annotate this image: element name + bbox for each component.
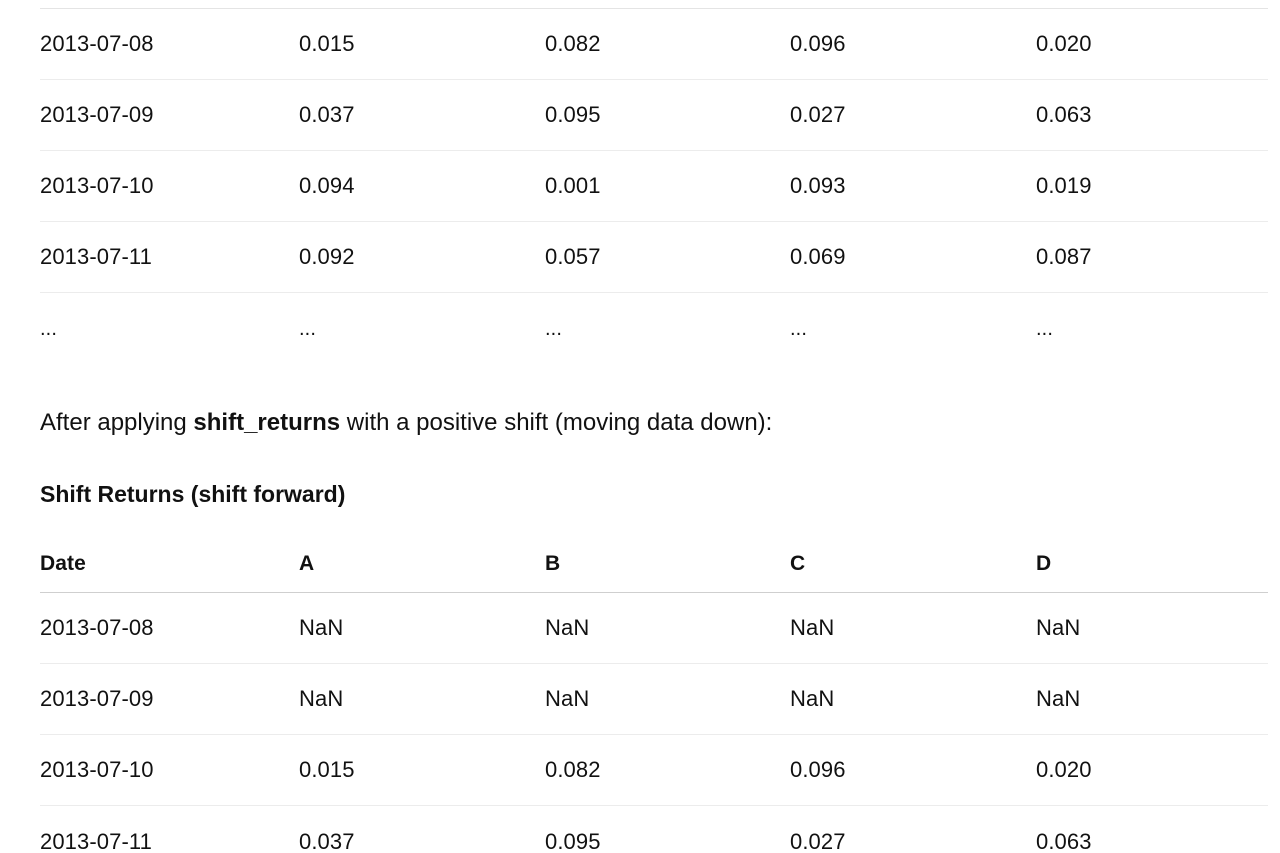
value-cell-d: 0.020 [1036,31,1092,56]
date-cell: 2013-07-11 [40,828,152,853]
value-cell-a: 0.015 [299,757,355,782]
ellipsis-cell: ... [545,317,562,340]
value-cell-a: NaN [299,686,344,711]
value-cell-c: 0.027 [790,102,846,127]
value-cell-c: 0.069 [790,244,846,269]
value-cell-d: 0.087 [1036,244,1092,269]
table-row-ellipsis [40,293,1268,365]
value-cell-a: NaN [299,615,344,640]
value-cell-b: NaN [545,686,590,711]
value-cell-d: NaN [1036,615,1081,640]
table-row [40,80,1268,151]
value-cell-c: 0.027 [790,828,846,853]
header-date: Date [40,552,86,575]
date-cell: 2013-07-08 [40,615,154,640]
value-cell-d: 0.019 [1036,173,1092,198]
value-cell-b: NaN [545,615,590,640]
value-cell-b: 0.082 [545,757,601,782]
ellipsis-cell: ... [299,317,316,340]
ellipsis-cell: ... [40,317,57,340]
value-cell-d: 0.063 [1036,828,1092,853]
value-cell-d: NaN [1036,686,1081,711]
value-cell-d: 0.063 [1036,102,1092,127]
paragraph-suffix: with a positive shift (moving data down): [340,409,773,436]
function-name: shift_returns [193,409,341,436]
value-cell-b: 0.095 [545,828,601,853]
table-row [40,151,1268,222]
value-cell-a: 0.015 [299,31,355,56]
table-title: Shift Returns (shift forward) [40,481,346,507]
header-b: B [545,552,561,575]
description-paragraph [40,406,772,440]
header-c: C [790,552,806,575]
date-cell: 2013-07-10 [40,757,154,782]
value-cell-d: 0.020 [1036,757,1092,782]
ellipsis-cell: ... [1036,317,1053,340]
table-row [40,9,1268,80]
table-header-row [40,536,1268,593]
value-cell-c: NaN [790,686,835,711]
date-cell: 2013-07-10 [40,173,154,198]
table-row [40,222,1268,293]
shifted-returns-table [40,536,1268,853]
value-cell-c: 0.093 [790,173,846,198]
value-cell-a: 0.092 [299,244,355,269]
table-row [40,806,1268,853]
table-row [40,735,1268,806]
paragraph-prefix: After applying [40,409,194,436]
date-cell: 2013-07-11 [40,244,152,269]
table-row [40,593,1268,664]
table-row [40,664,1268,735]
value-cell-c: 0.096 [790,757,846,782]
date-cell: 2013-07-09 [40,686,154,711]
header-a: A [299,552,315,575]
value-cell-a: 0.094 [299,173,355,198]
value-cell-a: 0.037 [299,828,355,853]
value-cell-c: NaN [790,615,835,640]
value-cell-b: 0.001 [545,173,601,198]
value-cell-b: 0.095 [545,102,601,127]
date-cell: 2013-07-09 [40,102,154,127]
returns-table [40,9,1268,365]
date-cell: 2013-07-08 [40,31,154,56]
value-cell-a: 0.037 [299,102,355,127]
ellipsis-cell: ... [790,317,807,340]
value-cell-b: 0.057 [545,244,601,269]
value-cell-b: 0.082 [545,31,601,56]
value-cell-c: 0.096 [790,31,846,56]
header-d: D [1036,552,1052,575]
